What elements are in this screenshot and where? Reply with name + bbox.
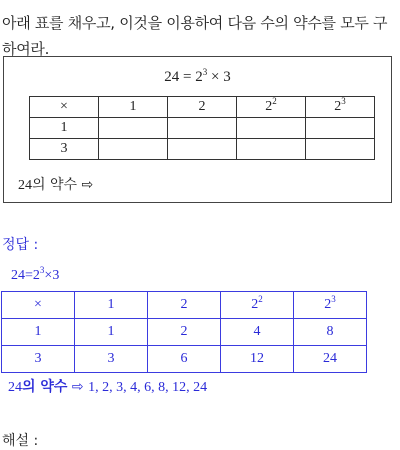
table-cell: 4 [221, 319, 294, 346]
header-base: 2 [334, 99, 342, 114]
arrow-icon: ⇨ [71, 379, 84, 395]
formula-factor: 3 [52, 268, 60, 283]
table-row [2, 319, 367, 346]
blank-cell[interactable] [306, 118, 375, 139]
header-col: 2 [168, 97, 237, 118]
row-label: 1 [30, 118, 99, 139]
row-label: 1 [2, 319, 75, 346]
table-cell: 3 [75, 346, 148, 373]
header-col: 1 [99, 97, 168, 118]
formula-equals: = [183, 69, 192, 85]
table-row [2, 346, 367, 373]
header-col: 2 [148, 292, 221, 319]
header-op: × [2, 292, 75, 319]
header-col [306, 97, 375, 118]
formula-base: 2 [32, 268, 40, 283]
divisor-number: 24 [8, 380, 22, 395]
blank-cell[interactable] [237, 139, 306, 160]
divisor-label: 의 약수 [32, 177, 78, 193]
divisor-number: 24 [18, 178, 32, 193]
table-cell: 8 [294, 319, 367, 346]
formula-lhs: 24 [11, 268, 25, 283]
blank-cell[interactable] [99, 118, 168, 139]
problem-formula [4, 69, 391, 86]
header-base: 2 [251, 297, 259, 312]
answer-formula [11, 265, 60, 284]
header-col: 1 [75, 292, 148, 319]
table-cell: 1 [75, 319, 148, 346]
formula-base: 2 [195, 69, 203, 85]
divisor-list: 1, 2, 3, 4, 6, 8, 12, 24 [88, 380, 208, 395]
header-exp: 2 [258, 294, 263, 304]
table-row [30, 139, 375, 160]
formula-factor: 3 [223, 69, 231, 85]
header-col [221, 292, 294, 319]
answer-table [1, 291, 367, 373]
header-exp: 2 [272, 96, 277, 106]
formula-lhs: 24 [164, 69, 180, 85]
table-cell: 6 [148, 346, 221, 373]
question-text: 아래 표를 채우고, 이것을 이용하여 다음 수의 약수를 모두 구하여라. [2, 14, 388, 58]
header-base: 2 [324, 297, 332, 312]
blank-cell[interactable] [306, 139, 375, 160]
answer-divisors [8, 376, 207, 396]
header-col [237, 97, 306, 118]
formula-times: × [44, 268, 53, 283]
table-row [30, 118, 375, 139]
header-base: 2 [265, 99, 273, 114]
formula-exponent: 3 [202, 67, 208, 77]
blank-cell[interactable] [168, 139, 237, 160]
arrow-icon: ⇨ [81, 177, 94, 193]
blank-cell[interactable] [168, 118, 237, 139]
table-header-row [2, 292, 367, 319]
problem-table [29, 96, 375, 160]
table-cell: 24 [294, 346, 367, 373]
blank-cell[interactable] [237, 118, 306, 139]
table-cell: 2 [148, 319, 221, 346]
problem-box [3, 56, 392, 203]
formula-exponent: 3 [39, 265, 45, 275]
row-label: 3 [30, 139, 99, 160]
header-exp: 3 [341, 96, 346, 106]
header-col [294, 292, 367, 319]
header-op: × [30, 97, 99, 118]
answer-label: 정답 : [2, 237, 39, 253]
blank-cell[interactable] [99, 139, 168, 160]
divisor-label: 의 약수 [22, 379, 68, 395]
formula-equals: = [25, 268, 33, 283]
divisor-prompt [18, 174, 93, 194]
header-exp: 3 [331, 294, 336, 304]
solution-label: 해설 : [2, 433, 39, 449]
table-header-row [30, 97, 375, 118]
table-cell: 12 [221, 346, 294, 373]
formula-times: × [211, 69, 220, 85]
row-label: 3 [2, 346, 75, 373]
